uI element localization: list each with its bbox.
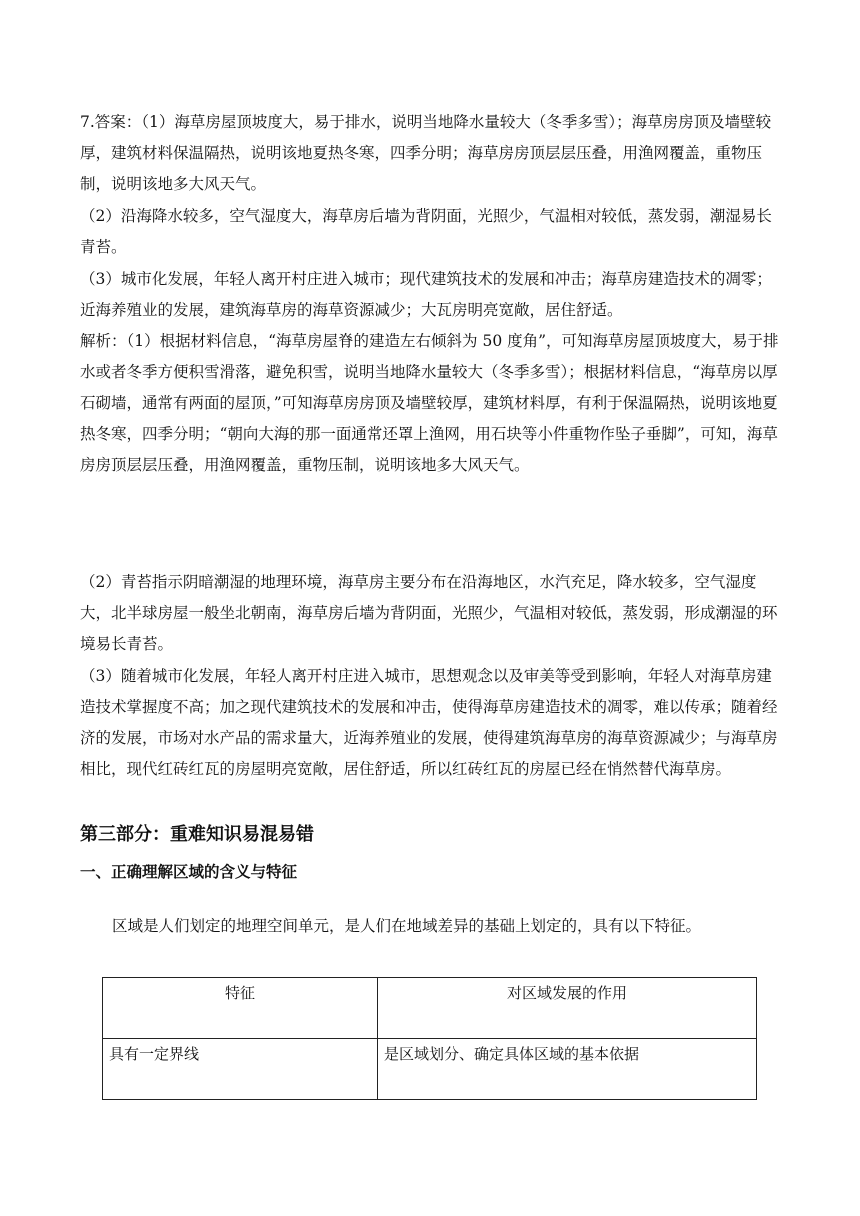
table-row bbox=[103, 1039, 757, 1100]
analysis-part-3: （3）随着城市化发展，年轻人离开村庄进入城市，思想观念以及审美等受到影响，年轻人对海草房建造技术掌握度不高；加之现代建筑技术的发展和冲击，使得海草房建造技术的凋零，难以传承；随着经济的发展，市场对水产品的需求量大，近海养殖业的发展，使得建筑海草房的海草资源减少；与海草房相比，现代红砖红瓦的房屋明亮宽敞，居住舒适，所以红砖红瓦的房屋已经在悄然替代海草房。 bbox=[80, 667, 778, 778]
part-three-heading: 第三部分：重难知识易混易错 bbox=[80, 824, 314, 845]
section-one-heading: 一、正确理解区域的含义与特征 bbox=[80, 863, 298, 881]
table-cell-role: 是区域划分、确定具体区域的基本依据 bbox=[378, 1039, 757, 1100]
region-intro-text: 区域是人们划定的地理空间单元，是人们在地域差异的基础上划定的，具有以下特征。 bbox=[112, 917, 702, 935]
table-header-role: 对区域发展的作用 bbox=[378, 978, 757, 1039]
table-header-feature: 特征 bbox=[103, 978, 378, 1039]
answer-part-2: （2）沿海降水较多，空气湿度大，海草房后墙为背阴面，光照少，气温相对较低，蒸发弱，潮湿易长青苔。 bbox=[80, 207, 772, 256]
analysis-part-2: （2）青苔指示阴暗潮湿的地理环境，海草房主要分布在沿海地区，水汽充足，降水较多，空气湿度大，北半球房屋一般坐北朝南，海草房后墙为背阴面，光照少，气温相对较低，蒸发弱，形成潮湿的环境易长青苔。 bbox=[80, 573, 778, 653]
analysis-part-1: 解析：（1）根据材料信息，“海草房屋脊的建造左右倾斜为 50 度角”，可知海草房屋顶坡度大，易于排水或者冬季方便积雪滑落，避免积雪，说明当地降水量较大（冬季多雪）；根据材料信息，“海草房以厚石砌墙，通常有两面的屋顶，”可知海草房房顶及墙壁较厚，建筑材料厚，有利于保温隔热，说明该地夏热冬寒，四季分明；“朝向大海的那一面通常还罩上渔网，用石块等小件重物作坠子垂脚”，可知，海草房房顶层层压叠，用渔网覆盖，重物压制，说明该地多大风天气。 bbox=[80, 332, 779, 474]
region-features-table bbox=[102, 977, 757, 1100]
answer-part-1: 7.答案：（1）海草房屋顶坡度大，易于排水，说明当地降水量较大（冬季多雪）；海草房房顶及墙壁较厚，建筑材料保温隔热，说明该地夏热冬寒，四季分明；海草房房顶层层压叠，用渔网覆盖，重物压制，说明该地多大风天气。 bbox=[80, 113, 772, 193]
answer-part-3: （3）城市化发展，年轻人离开村庄进入城市；现代建筑技术的发展和冲击；海草房建造技术的凋零；近海养殖业的发展，建筑海草房的海草资源减少；大瓦房明亮宽敞，居住舒适。 bbox=[80, 270, 772, 319]
table-header-row bbox=[103, 978, 757, 1039]
table-cell-feature: 具有一定界线 bbox=[103, 1039, 378, 1100]
